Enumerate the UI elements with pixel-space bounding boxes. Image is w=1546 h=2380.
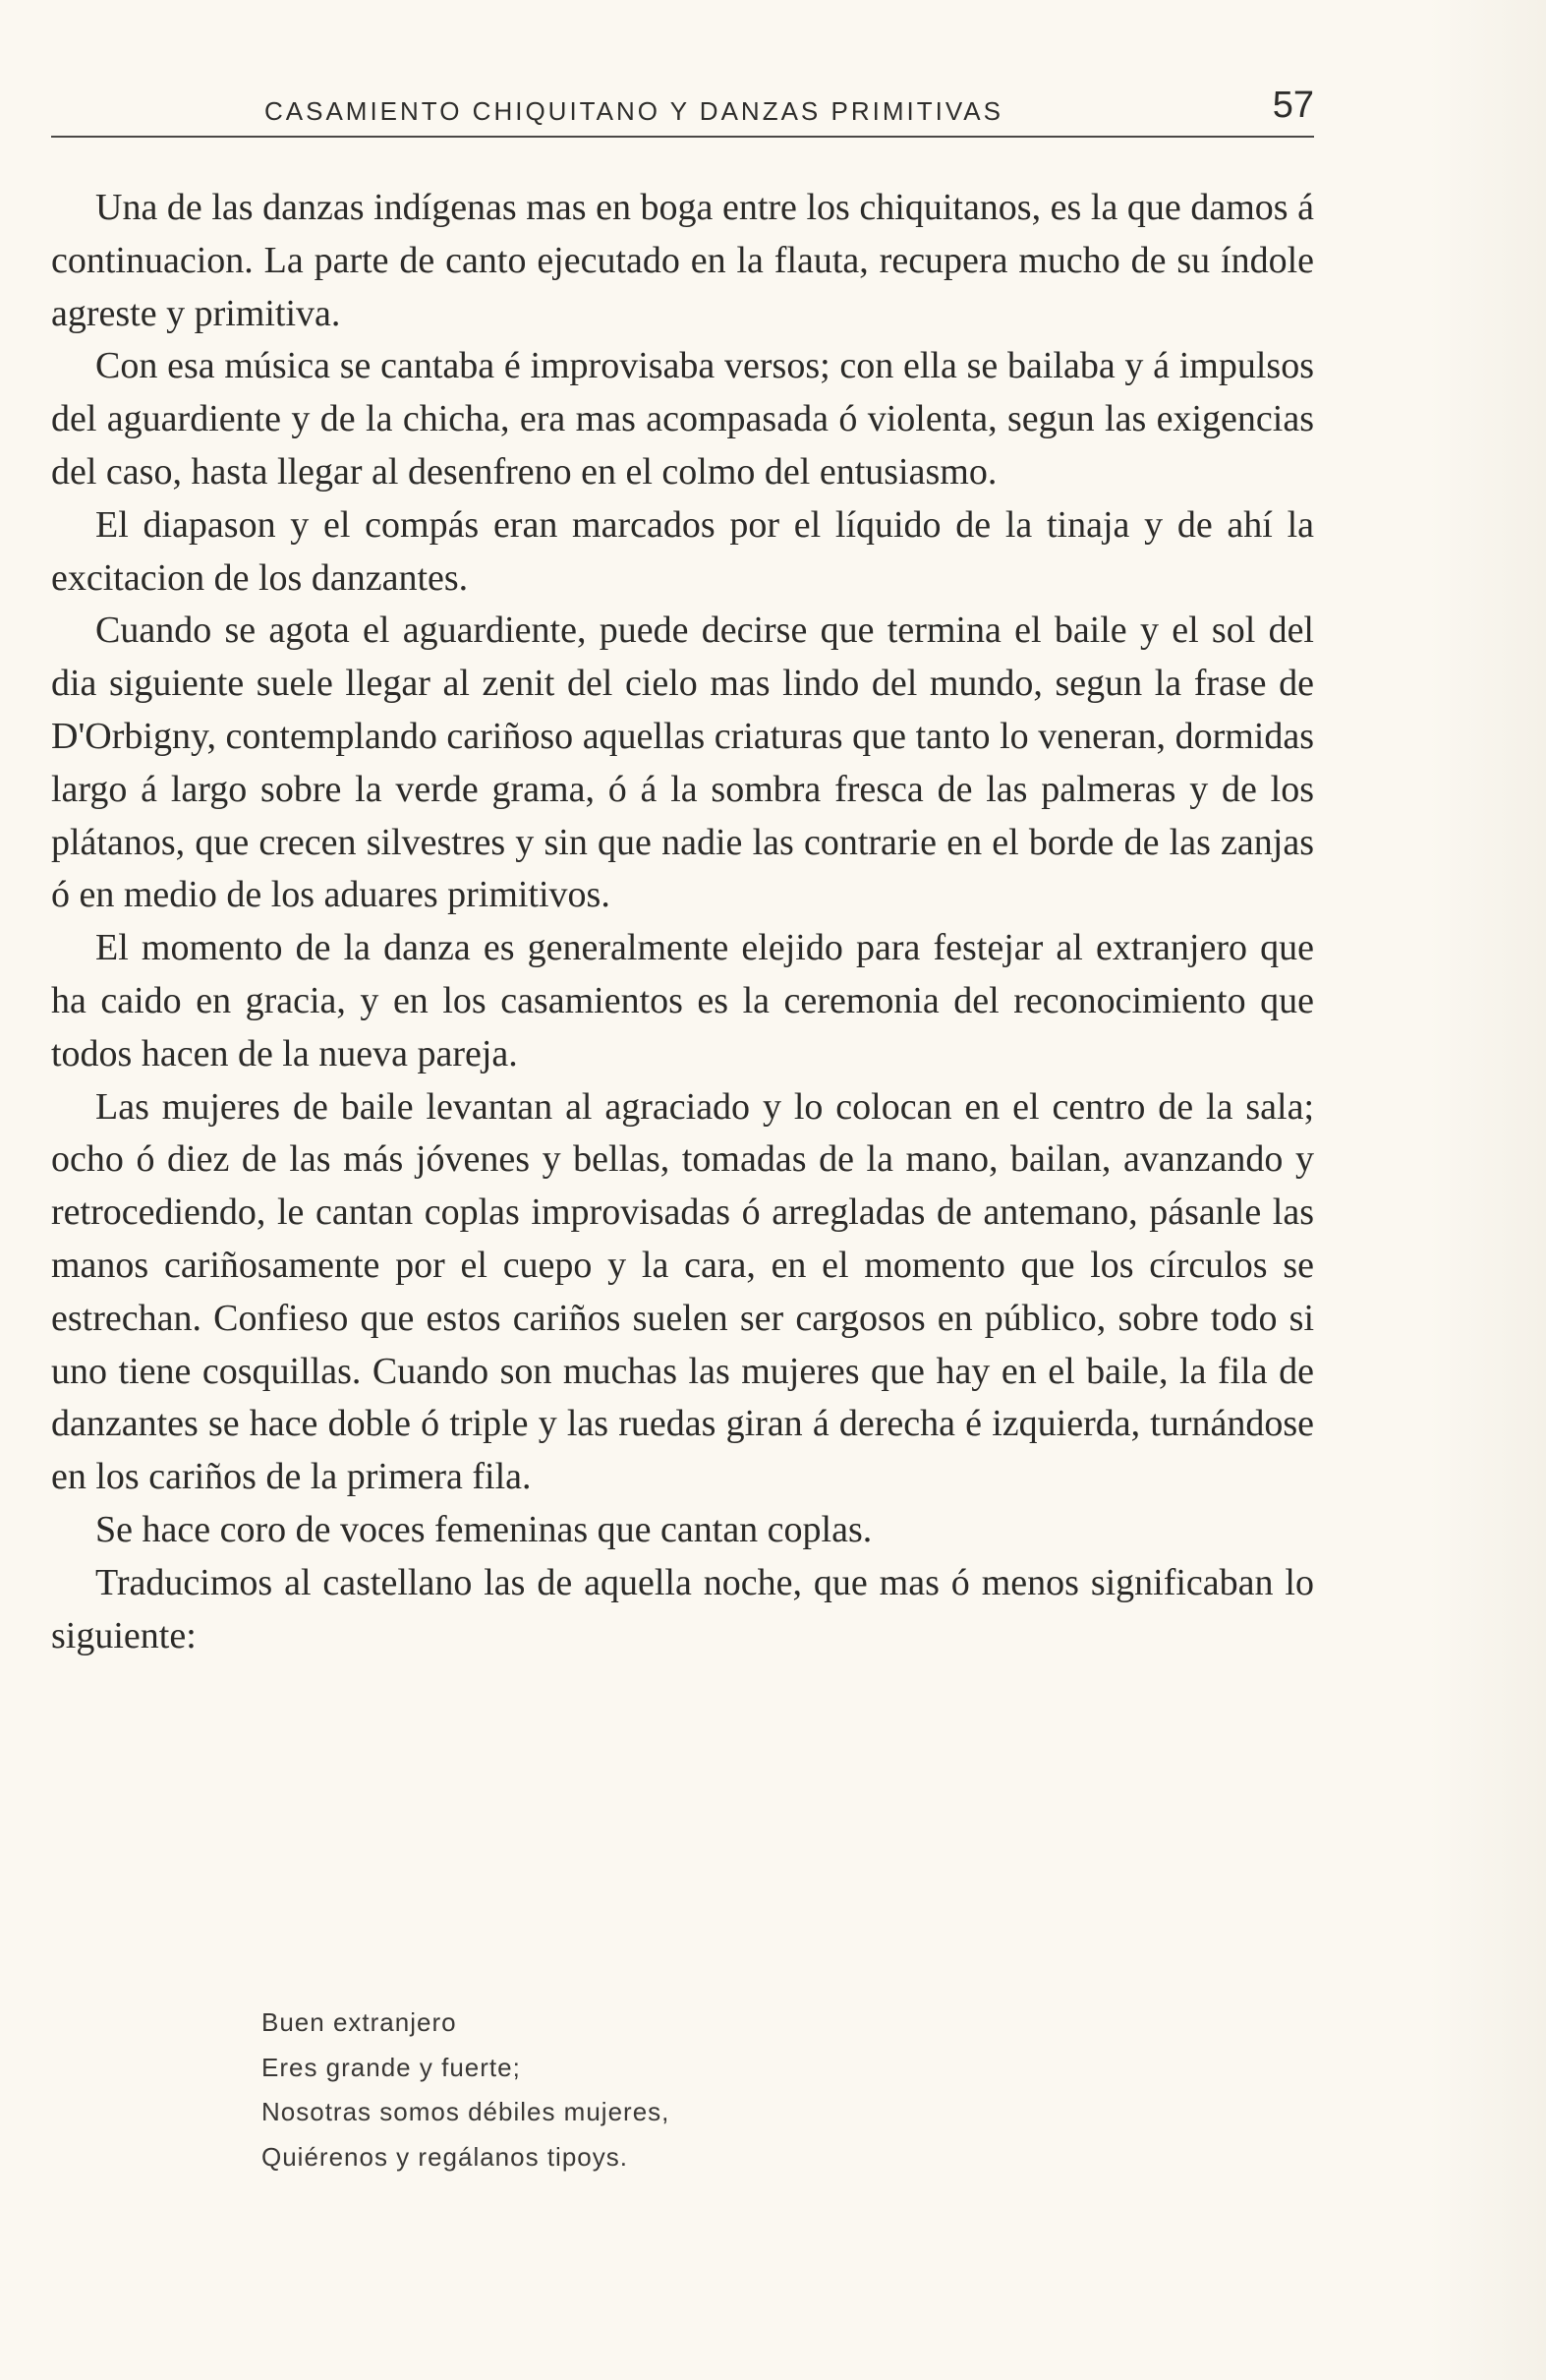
page-edge-shadow xyxy=(1428,0,1546,2380)
paragraph: Con esa música se cantaba é improvisaba versos; con ella se bailaba y á impulsos del aguardiente y de la chicha, era mas acompasada ó violenta, segun las exigencias del caso, hasta llegar al desenfreno en el colmo del entusiasmo. xyxy=(51,345,1314,493)
page-header xyxy=(51,85,1314,138)
running-title: CASAMIENTO CHIQUITANO Y DANZAS PRIMITIVAS xyxy=(264,96,1003,126)
paragraph: El diapason y el compás eran marcados por el líquido de la tinaja y de ahí la excitacion de los danzantes. xyxy=(51,503,1314,599)
paragraph: El momento de la danza es generalmente elejido para festejar al extranjero que ha caido en gracia, y en los casamientos es la ceremonia del reconocimiento que todos hacen de la nueva pareja. xyxy=(51,927,1314,1074)
verse-line: Quiérenos y regálanos tipoys. xyxy=(261,2141,628,2172)
verse-block xyxy=(261,2001,669,2179)
paragraph: Cuando se agota el aguardiente, puede decirse que termina el baile y el sol del dia siguiente suele llegar al zenit del cielo mas lindo del mundo, segun la frase de D'Orbigny, contemplando cariñoso aquellas criaturas que tanto lo veneran, dormidas largo á largo sobre la verde grama, ó á la sombra fresca de las palmeras y de los plátanos, que crecen silvestres y sin que nadie las contrarie en el borde de las zanjas ó en medio de los aduares primitivos. xyxy=(51,610,1314,916)
paragraph: Se hace coro de voces femeninas que cantan coplas. xyxy=(95,1508,873,1550)
paragraph: Las mujeres de baile levantan al agraciado y lo colocan en el centro de la sala; ocho ó diez de las más jóvenes y bellas, tomadas de la mano, bailan, avanzando y retrocediendo, le cantan coplas improvisadas ó arregladas de antemano, pásanle las manos cariñosamente por el cuepo y la cara, en el momento que los círculos se estrechan. Confieso que estos cariños suelen ser cargosos en público, sobre todo si uno tiene cosquillas. Cuando son muchas las mujeres que hay en el baile, la fila de danzantes se hace doble ó triple y las ruedas giran á derecha é izquierda, turnándose en los cariños de la primera fila. xyxy=(51,1085,1314,1498)
paragraph: Una de las danzas indígenas mas en boga entre los chiquitanos, es la que damos á continuacion. La parte de canto ejecutado en la flauta, recupera mucho de su índole agreste y primitiva. xyxy=(51,187,1314,334)
verse-line: Eres grande y fuerte; xyxy=(261,2052,521,2082)
body-text xyxy=(51,182,1314,1662)
page-number: 57 xyxy=(1272,85,1314,126)
verse-line: Nosotras somos débiles mujeres, xyxy=(261,2097,670,2126)
verse-line: Buen extranjero xyxy=(261,2007,457,2037)
paragraph: Traducimos al castellano las de aquella noche, que mas ó menos significaban lo siguiente: xyxy=(51,1561,1314,1656)
